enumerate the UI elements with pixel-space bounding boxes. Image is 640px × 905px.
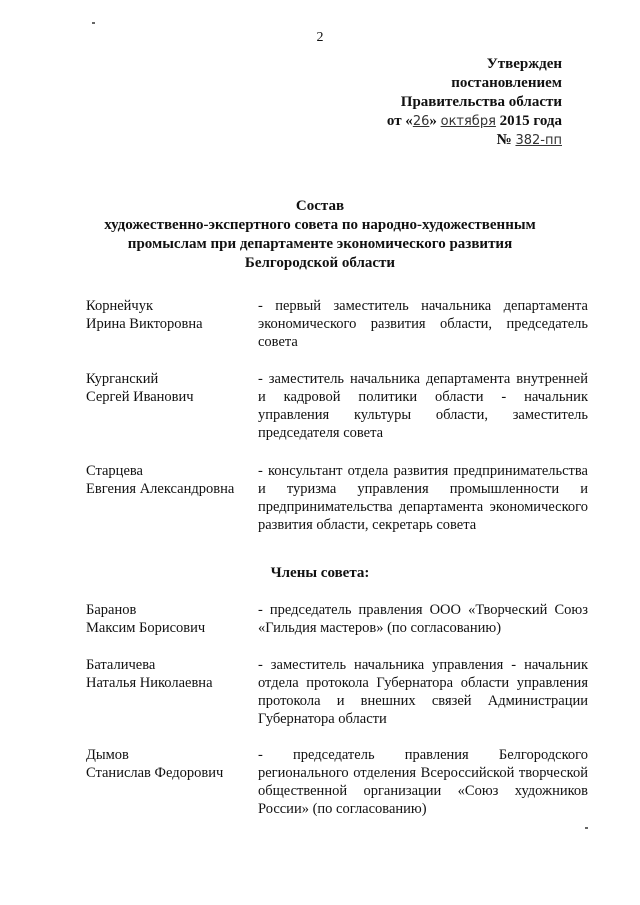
member-last-name: Баранов [86, 602, 137, 618]
member-name [86, 297, 254, 333]
member-first-name: Ирина Викторовна [86, 316, 203, 332]
approval-line-1: Утвержден [486, 56, 562, 72]
members-section-title: Члены совета: [270, 565, 370, 581]
date-mid: » [429, 113, 437, 129]
member-last-name: Старцева [86, 463, 143, 479]
member-last-name: Баталичева [86, 657, 156, 673]
date-month: октября [440, 114, 496, 129]
member-last-name: Курганский [86, 371, 159, 387]
member-role: - председатель правления Белгородского регионального отделения Всероссийской творческой общественной организации «Союз художников России» (по согласованию) [258, 747, 588, 817]
member-role: - председатель правления ООО «Творческий Союз «Гильдия мастеров» (по согласованию) [258, 602, 588, 636]
member-last-name: Корнейчук [86, 298, 153, 314]
approval-line-3: Правительства области [400, 94, 562, 110]
member-first-name: Максим Борисович [86, 620, 206, 636]
title-line-3: промыслам при департаменте экономического развития [127, 236, 513, 252]
approval-stamp [387, 55, 562, 150]
scan-speck [585, 827, 588, 829]
date-day: 26 [412, 114, 430, 129]
member-last-name: Дымов [86, 747, 129, 763]
member-first-name: Наталья Николаевна [86, 675, 213, 691]
member-role: - первый заместитель начальника департамента экономического развития области, председатель совета [258, 298, 588, 350]
scan-speck [92, 22, 95, 24]
member-name [86, 462, 254, 498]
date-prefix: от « [386, 113, 413, 129]
member-name [86, 656, 254, 692]
date-year: 2015 года [499, 113, 562, 129]
document-title [60, 197, 580, 273]
member-name [86, 601, 254, 637]
member-name [86, 370, 254, 406]
member-role: - заместитель начальника департамента внутренней и кадровой политики области - начальник управления культуры области, заместитель председателя совета [258, 371, 588, 441]
member-first-name: Сергей Иванович [86, 389, 194, 405]
title-line-4: Белгородской области [244, 255, 396, 271]
number-prefix: № [496, 132, 512, 148]
document-number: 382-пп [515, 133, 562, 148]
member-role: - консультант отдела развития предпринимательства и туризма управления промышленности и предпринимательства департамента экономического развития области, секретарь совета [258, 463, 588, 533]
approval-date [387, 112, 562, 131]
title-line-1: Состав [295, 198, 345, 214]
member-name [86, 746, 254, 782]
page-number: 2 [316, 30, 324, 45]
title-line-2: художественно-экспертного совета по народно-художественным [104, 217, 536, 233]
approval-line-2: постановлением [451, 75, 562, 91]
member-first-name: Станислав Федорович [86, 765, 224, 781]
member-role: - заместитель начальника управления - начальник отдела протокола Губернатора области управления протокола и внешних связей Администрации Губернатора области [258, 657, 588, 727]
member-first-name: Евгения Александровна [86, 481, 235, 497]
approval-number [387, 131, 562, 150]
